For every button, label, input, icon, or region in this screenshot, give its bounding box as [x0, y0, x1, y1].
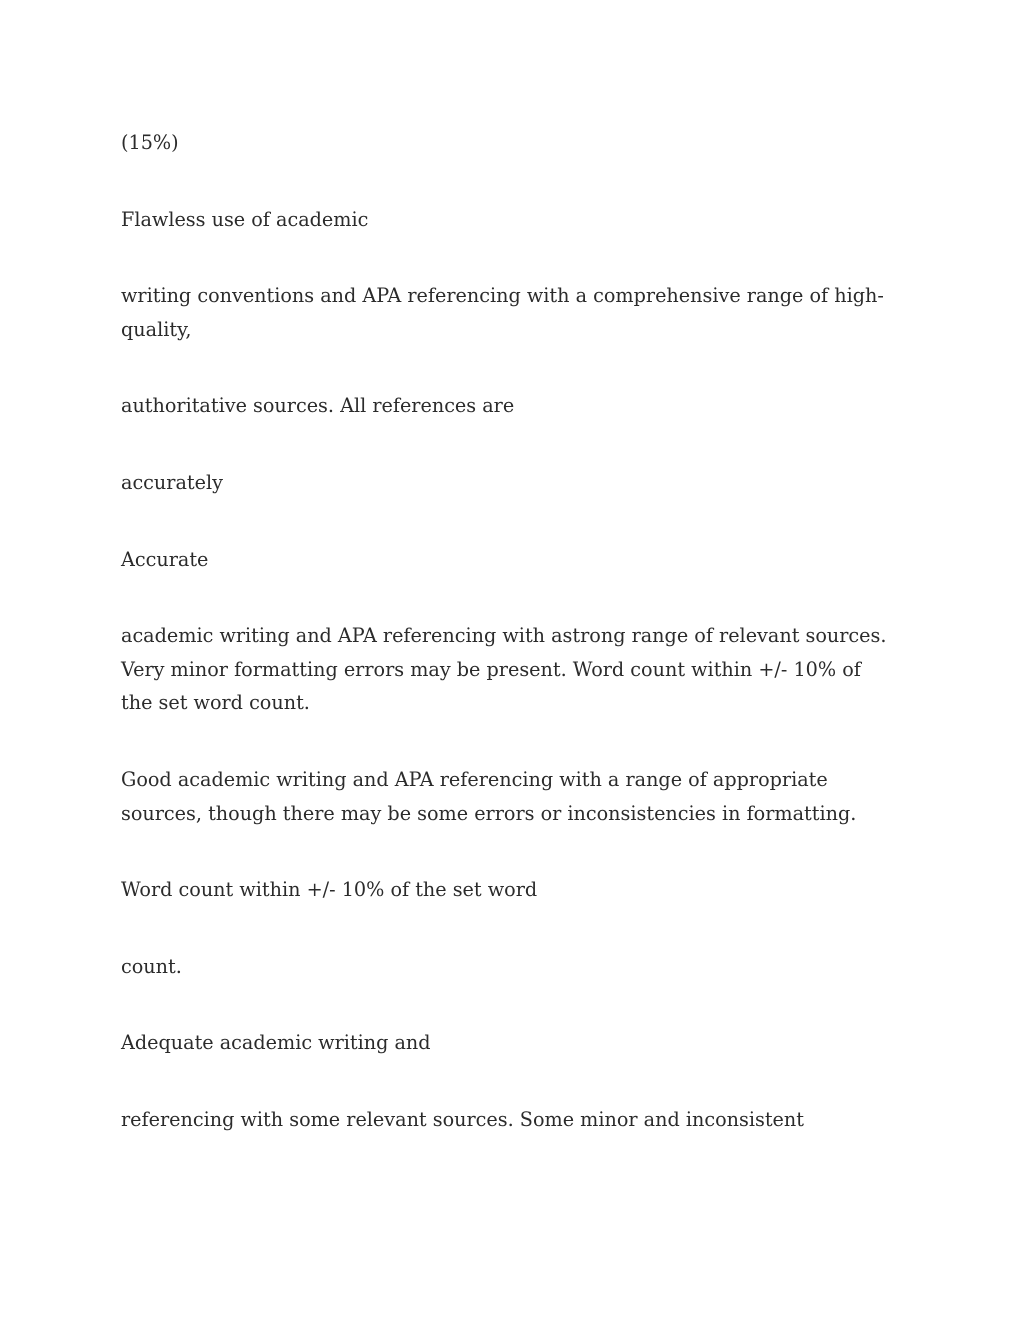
paragraph: academic writing and APA referencing with astrong range of relevant sources. Very minor formatting errors may be present. Word count within +/- 10% of the set word count. — [121, 624, 887, 715]
paragraph: writing conventions and APA referencing with a comprehensive range of high-quality, — [121, 284, 884, 341]
paragraph: count. — [121, 954, 182, 978]
paragraph: referencing with some relevant sources. Some minor and inconsistent — [121, 1107, 804, 1131]
paragraph: Good academic writing and APA referencing with a range of appropriate sources, though there may be some errors or inconsistencies in formatting. — [121, 767, 857, 825]
paragraph: Flawless use of academic — [121, 207, 369, 231]
paragraph: Adequate academic writing and — [121, 1031, 431, 1055]
paragraph: accurately — [121, 470, 223, 494]
paragraph: Word count within +/- 10% of the set word — [121, 878, 538, 902]
paragraph: Accurate — [121, 547, 209, 571]
paragraph: authoritative sources. All references are — [121, 394, 515, 418]
document-body — [121, 126, 896, 1180]
paragraph-weight: (15%) — [121, 131, 179, 154]
